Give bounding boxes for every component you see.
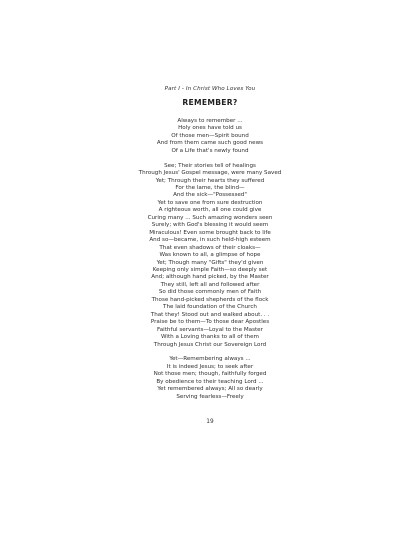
poem-line: See; Their stories tell of healings <box>164 162 256 169</box>
poem-line: Praise be to them—To those dear Apostles <box>150 319 270 326</box>
poem-line: And from them came such good news <box>156 140 264 147</box>
poem-line: The laid foundation of the Church <box>163 304 257 311</box>
poem-line: Those hand-picked shepherds of the flock <box>151 296 269 303</box>
running-head: Part I - In Christ Who Loves You <box>164 86 256 92</box>
poem-stanza <box>0 356 420 401</box>
poem-line: A righteous worth, all one could give <box>158 207 262 214</box>
poem-line: Was known to all, a glimpse of hope <box>159 252 261 259</box>
poem-line: Not those men; though, faithfully forged <box>153 371 267 378</box>
poem-line: That even shadows of their cloaks— <box>159 244 261 251</box>
poem-line: So did those commonly men of Faith <box>158 289 262 296</box>
poem-line: Keeping only simple Faith—so deeply set <box>152 267 268 273</box>
poem-line: Yet to save one from sure destruction <box>157 199 263 206</box>
poem-line: Faithful servants—Loyal to the Master <box>157 326 263 333</box>
poem-line: With a Loving thanks to all of them <box>160 334 259 341</box>
poem-line: That they! Stood out and walked about. . . <box>150 311 270 318</box>
poem-line: Serving fearless—Freely <box>176 393 244 400</box>
poem-line: Curing many ... Such amazing wonders seen <box>147 214 273 221</box>
poem-title: REMEMBER? <box>182 98 238 107</box>
poem-line: It is indeed Jesus; to seek after <box>166 363 254 370</box>
poem-stanza <box>0 163 420 349</box>
poem-line: By obedience to their teaching Lord ... <box>156 378 264 385</box>
poem-line: Holy ones have told us <box>178 125 242 132</box>
poem-line: Yet; Through their hearts they suffered <box>155 177 265 184</box>
poem-line: Through Jesus' Gospel message, were many Saved <box>138 170 282 177</box>
poem-line: For the lame, the blind— <box>175 185 245 192</box>
poem-line: They still, left all and followed after <box>160 281 260 288</box>
poem-line: Yet; Though many "Gifts" they'd given <box>156 259 264 266</box>
poem-line: Yet—Remembering always ... <box>169 356 251 363</box>
page-number: 19 <box>206 419 214 425</box>
poem-stanza <box>0 118 420 155</box>
poem-line: And the sick—"Possessed" <box>173 192 247 199</box>
poem-line: Of those men—Spirit bound <box>171 132 249 139</box>
poem-line: And; although hand picked, by the Master <box>151 274 269 281</box>
poem-line: Through Jesus Christ our Sovereign Lord <box>153 341 267 348</box>
poem-line: Of a Life that's newly found <box>171 147 249 154</box>
poem-line: Always to remember ... <box>177 118 243 124</box>
poem-body <box>0 118 420 401</box>
poem-line: And so—became, in such held-high esteem <box>149 237 271 244</box>
poem-line: Surely; with God's blessing it would seem <box>151 222 269 229</box>
poem-line: Yet remembered always; All so dearly <box>157 386 263 393</box>
poem-line: Miraculous! Even some brought back to life <box>149 229 271 236</box>
